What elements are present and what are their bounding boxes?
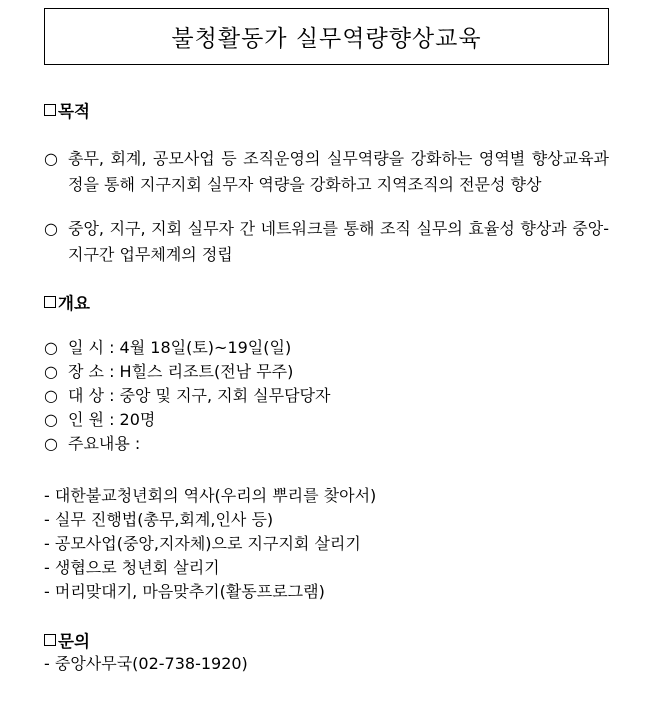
dash-bullet: - <box>44 582 50 601</box>
dash-bullet: - <box>44 558 50 577</box>
overview-item-text: 장 소 : H힐스 리조트(전남 무주) <box>68 362 294 381</box>
contents-item <box>44 556 220 580</box>
contents-item-text: 머리맞대기, 마음맞추기(활동프로그램) <box>54 582 325 601</box>
circle-bullet-icon: ○ <box>44 149 58 168</box>
dash-bullet: - <box>44 654 50 673</box>
overview-item <box>44 384 330 408</box>
section-heading-purpose <box>44 98 90 122</box>
circle-bullet-icon: ○ <box>44 338 58 357</box>
overview-item-text: 주요내용 : <box>68 434 141 453</box>
overview-item-text: 일 시 : 4월 18일(토)~19일(일) <box>68 338 292 357</box>
contents-item <box>44 484 376 508</box>
contents-item-text: 실무 진행법(총무,회계,인사 등) <box>54 510 274 529</box>
overview-item-text: 인 원 : 20명 <box>68 410 156 429</box>
section-label: 개요 <box>58 294 90 313</box>
circle-bullet-icon: ○ <box>44 219 58 238</box>
overview-item <box>44 408 155 432</box>
contents-item-text: 생협으로 청년회 살리기 <box>54 558 220 577</box>
section-label: 목적 <box>58 102 90 121</box>
section-heading-contact <box>44 628 90 652</box>
checkbox-icon <box>44 634 56 646</box>
overview-item <box>44 336 291 360</box>
purpose-item-text: 중앙, 지구, 지회 실무자 간 네트워크를 통해 조직 실무의 효율성 향상과 중앙-지구간 업무체계의 정립 <box>68 219 609 264</box>
purpose-item <box>44 216 609 268</box>
contents-item <box>44 508 273 532</box>
purpose-item-text: 총무, 회계, 공모사업 등 조직운영의 실무역량을 강화하는 영역별 향상교육과정을 통해 지구지회 실무자 역량을 강화하고 지역조직의 전문성 향상 <box>68 149 609 194</box>
dash-bullet: - <box>44 534 50 553</box>
circle-bullet-icon: ○ <box>44 434 58 453</box>
dash-bullet: - <box>44 486 50 505</box>
section-label: 문의 <box>58 632 90 651</box>
contact-item <box>44 652 248 676</box>
overview-item <box>44 360 293 384</box>
contents-item <box>44 532 361 556</box>
dash-bullet: - <box>44 510 50 529</box>
purpose-item <box>44 146 609 224</box>
contact-item-text: 중앙사무국(02-738-1920) <box>54 654 248 673</box>
circle-bullet-icon: ○ <box>44 410 58 429</box>
checkbox-icon <box>44 104 56 116</box>
circle-bullet-icon: ○ <box>44 362 58 381</box>
contents-item <box>44 580 325 604</box>
overview-item <box>44 432 140 456</box>
section-heading-overview <box>44 290 90 314</box>
checkbox-icon <box>44 296 56 308</box>
circle-bullet-icon: ○ <box>44 386 58 405</box>
contents-item-text: 공모사업(중앙,지자체)으로 지구지회 살리기 <box>54 534 361 553</box>
overview-item-text: 대 상 : 중앙 및 지구, 지회 실무담당자 <box>68 386 331 405</box>
document-title: 불청활동가 실무역량향상교육 <box>44 8 609 65</box>
contents-item-text: 대한불교청년회의 역사(우리의 뿌리를 찾아서) <box>54 486 377 505</box>
